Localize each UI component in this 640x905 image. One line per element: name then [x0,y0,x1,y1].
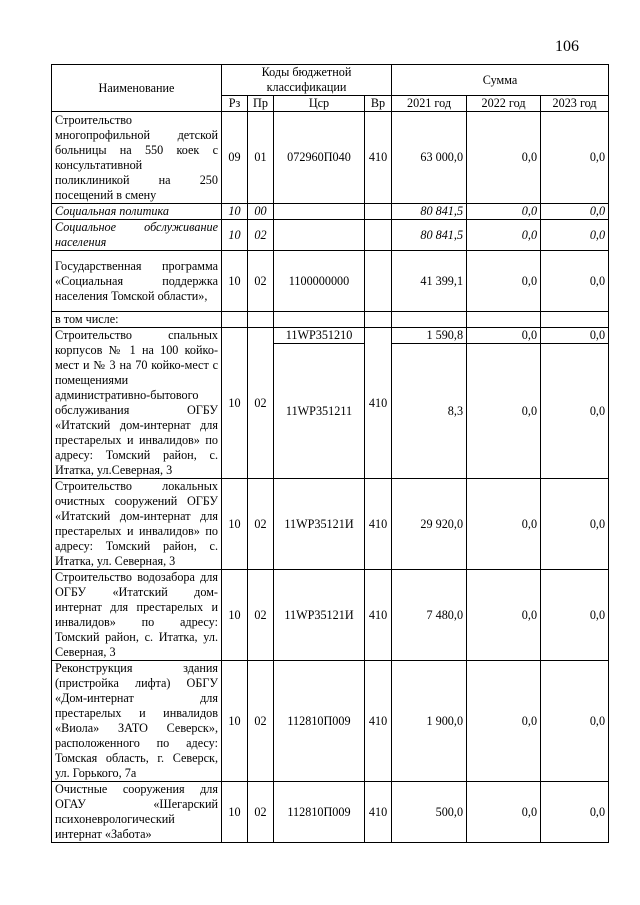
row-vr: 410 [365,570,392,661]
row-csr: 112810П009 [274,782,365,843]
row-2021: 29 920,0 [392,479,467,570]
row-2023: 0,0 [541,661,609,782]
header-row [52,65,609,96]
row-csr: 11WP35121И [274,479,365,570]
page-number: 106 [555,38,579,55]
row-name: Очистные сооружения для ОГАУ «Шегарский психоневрологический интернат «Забота» [52,782,222,843]
row-2022: 0,0 [467,570,541,661]
header-pr: Пр [248,96,274,112]
row-vr: 410 [365,328,392,479]
table-row [52,204,609,220]
row-csr: 112810П009 [274,661,365,782]
row-pr: 02 [248,251,274,312]
row-2022: 0,0 [467,251,541,312]
row-2023: 0,0 [541,204,609,220]
row-vr: 410 [365,661,392,782]
row-vr [365,251,392,312]
header-2022: 2022 год [467,96,541,112]
row-name: Социальное обслуживание населения [52,220,222,251]
row-2023: 0,0 [541,479,609,570]
row-2023: 0,0 [541,220,609,251]
row-2022: 0,0 [467,782,541,843]
row-2022: 0,0 [467,661,541,782]
row-2022: 0,0 [467,204,541,220]
header-csr: Цср [274,96,365,112]
row-pr: 01 [248,112,274,204]
row-name: Реконструкция здания (пристройка лифта) ОБГУ «Дом-интернат для престарелых и инвалидов «Виола» ЗАТО Северск», расположенного по адесу: Томская область, г. Северск, ул. Горького, 7а [52,661,222,782]
header-2021: 2021 год [392,96,467,112]
row-rz: 10 [222,570,248,661]
row-pr: 02 [248,479,274,570]
row-vr: 410 [365,112,392,204]
header-rz: Рз [222,96,248,112]
header-codes: Коды бюджетной классификации [222,65,392,96]
row-2021: 80 841,5 [392,204,467,220]
row-2022: 0,0 [467,328,541,344]
row-2022: 0,0 [467,112,541,204]
row-pr: 02 [248,661,274,782]
row-name: Строительство локальных очистных сооружений ОГБУ «Итатский дом-интернат для престарелых и инвалидов» по адресу: Томский район, с. Итатка, ул. Северная, 3 [52,479,222,570]
row-pr: 02 [248,782,274,843]
row-csr: 11WP351210 [274,328,365,344]
header-sum: Сумма [392,65,609,96]
row-2023: 0,0 [541,112,609,204]
row-rz: 10 [222,251,248,312]
row-vr [365,220,392,251]
table-row [52,312,609,328]
row-2021: 1 590,8 [392,328,467,344]
table-row [52,112,609,204]
row-2023: 0,0 [541,782,609,843]
row-pr: 00 [248,204,274,220]
row-pr: 02 [248,328,274,479]
header-2023: 2023 год [541,96,609,112]
row-rz: 10 [222,204,248,220]
row-vr: 410 [365,479,392,570]
row-pr: 02 [248,220,274,251]
row-2023: 0,0 [541,570,609,661]
row-csr: 11WP351211 [274,344,365,479]
row-vr [365,204,392,220]
header-name: Наименование [52,65,222,112]
row-rz: 10 [222,661,248,782]
row-name: в том числе: [52,312,222,328]
header-vr: Вр [365,96,392,112]
row-name: Строительство водозабора для ОГБУ «Итатский дом-интернат для престарелых и инвалидов» по адресу: Томский район, с. Итатка, ул. Северная, 3 [52,570,222,661]
row-vr: 410 [365,782,392,843]
row-csr [274,220,365,251]
row-rz: 10 [222,479,248,570]
table-row [52,570,609,661]
row-name: Строительство многопрофильной детской больницы на 550 коек с консультативной поликлиникой на 250 посещений в смену [52,112,222,204]
row-name: Государственная программа «Социальная поддержка населения Томской области», [52,251,222,312]
row-csr: 072960П040 [274,112,365,204]
table-row [52,782,609,843]
table-row [52,328,609,344]
row-2022: 0,0 [467,344,541,479]
row-2021: 8,3 [392,344,467,479]
row-2021: 80 841,5 [392,220,467,251]
row-name: Строительство спальных корпусов № 1 на 100 койко-мест и № 3 на 70 койко-мест с помещениями административно-бытового обслуживания ОГБУ «Итатский дом-интернат для престарелых и инвалидов» по адресу: Томский район, с. Итатка, ул.Северная, 3 [52,328,222,479]
row-rz: 10 [222,328,248,479]
row-2023: 0,0 [541,251,609,312]
row-name: Социальная политика [52,204,222,220]
row-rz: 10 [222,782,248,843]
row-2022: 0,0 [467,220,541,251]
row-csr: 1100000000 [274,251,365,312]
row-2023: 0,0 [541,344,609,479]
table-row [52,661,609,782]
row-2021: 41 399,1 [392,251,467,312]
table-row [52,479,609,570]
table-row [52,220,609,251]
row-rz: 10 [222,220,248,251]
row-2022: 0,0 [467,479,541,570]
row-2021: 7 480,0 [392,570,467,661]
row-rz: 09 [222,112,248,204]
row-csr [274,204,365,220]
row-2021: 500,0 [392,782,467,843]
row-pr: 02 [248,570,274,661]
row-2021: 1 900,0 [392,661,467,782]
row-csr: 11WP35121И [274,570,365,661]
table-row [52,251,609,312]
row-2023: 0,0 [541,328,609,344]
row-2021: 63 000,0 [392,112,467,204]
budget-table [51,64,609,843]
